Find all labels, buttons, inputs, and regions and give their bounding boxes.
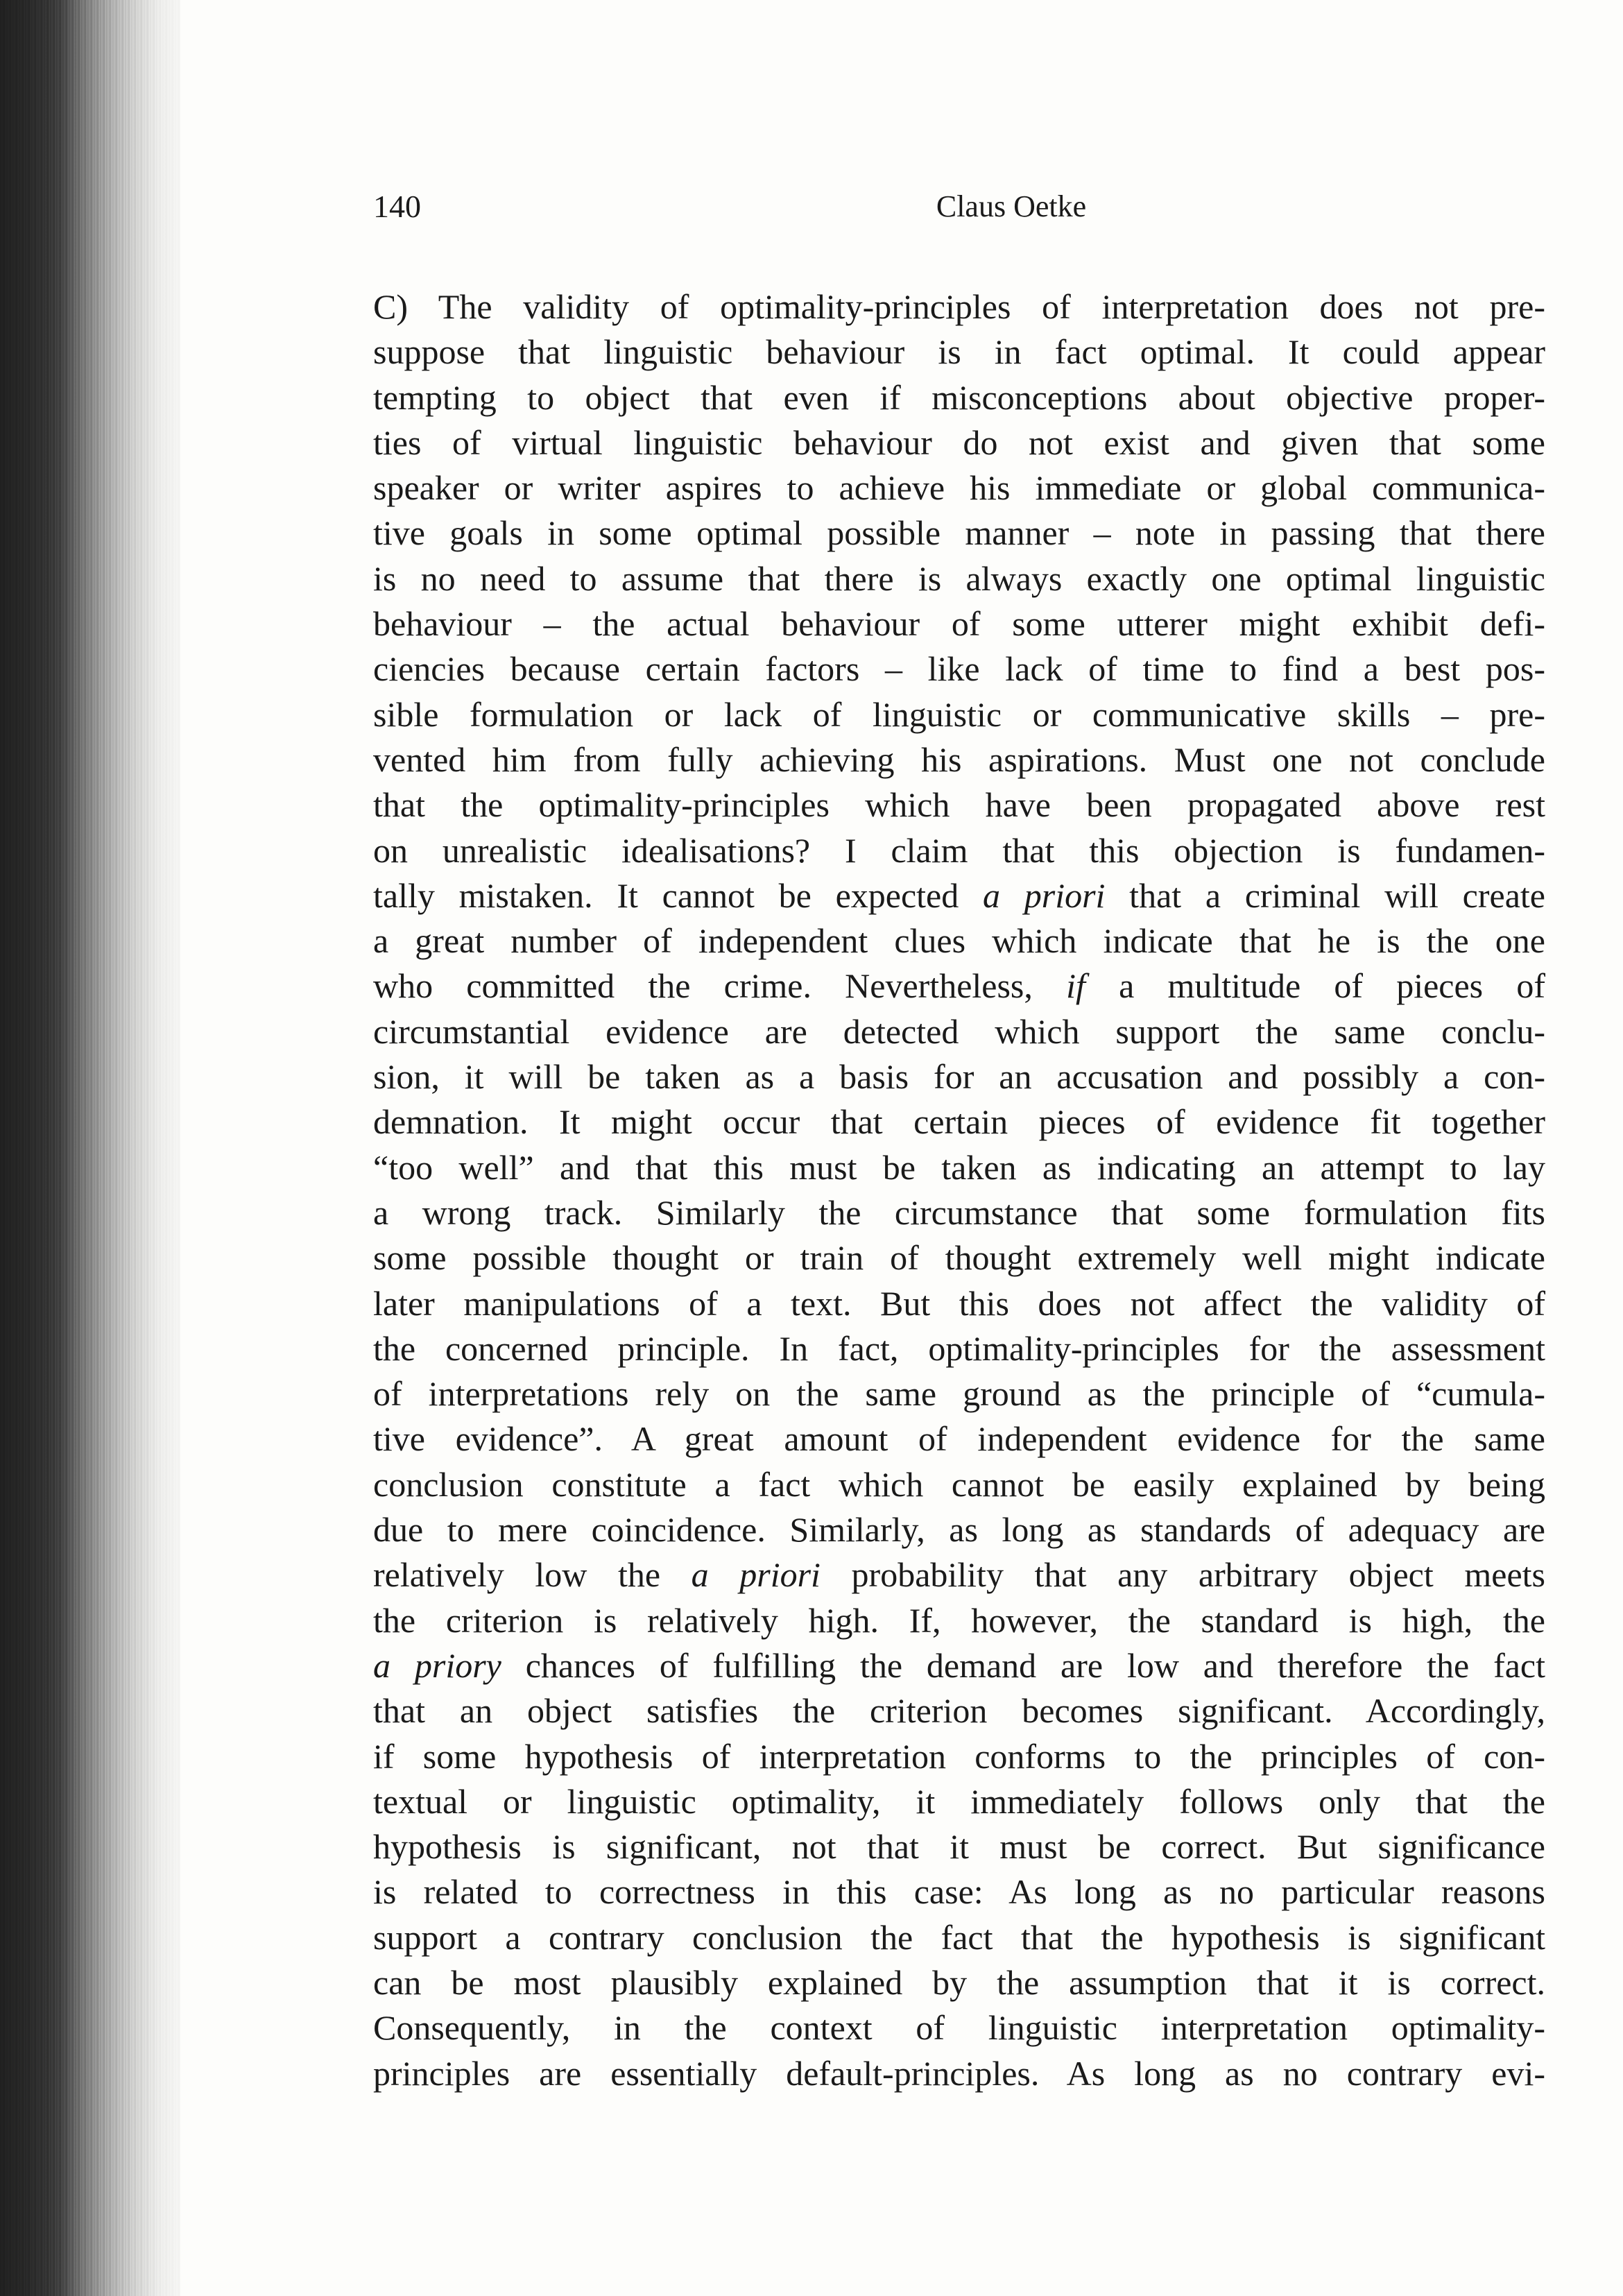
text-line: demnation. It might occur that certain pieces of evidence fit together	[373, 1102, 1545, 1142]
text-line: ties of virtual linguistic behaviour do not exist and given that some	[373, 422, 1545, 462]
text-line: principles are essentially default-principles. As long as no contrary evi-	[373, 2053, 1545, 2093]
text-line: sible formulation or lack of linguistic or communicative skills – pre-	[373, 694, 1545, 734]
text-line: Consequently, in the context of linguistic interpretation optimality-	[373, 2008, 1545, 2048]
text-line: the criterion is relatively high. If, however, the standard is high, the	[373, 1600, 1545, 1640]
text-line: circumstantial evidence are detected which support the same conclu-	[373, 1011, 1545, 1051]
running-head	[373, 186, 1545, 228]
text-line: speaker or writer aspires to achieve his immediate or global communica-	[373, 468, 1545, 508]
text-line: “too well” and that this must be taken as indicating an attempt to lay	[373, 1147, 1545, 1187]
text-line: on unrealistic idealisations? I claim that this objection is fundamen-	[373, 830, 1545, 870]
text-line: C) The validity of optimality-principles of interpretation does not pre-	[373, 287, 1545, 326]
text-line: that the optimality-principles which have been propagated above rest	[373, 785, 1545, 825]
text-line: sion, it will be taken as a basis for an accusation and possibly a con-	[373, 1057, 1545, 1097]
text-line: tally mistaken. It cannot be expected a priori that a criminal will create	[373, 875, 1545, 915]
text-line: tive goals in some optimal possible manner – note in passing that there	[373, 513, 1545, 553]
text-line: later manipulations of a text. But this does not affect the validity of	[373, 1283, 1545, 1323]
text-line: a great number of independent clues which indicate that he is the one	[373, 921, 1545, 961]
text-line: can be most plausibly explained by the assumption that it is correct.	[373, 1962, 1545, 2002]
italic-emphasis: a priory	[373, 1645, 501, 1685]
text-line: the concerned principle. In fact, optimality-principles for the assessment	[373, 1328, 1545, 1368]
text-line: that an object satisfies the criterion becomes significant. Accordingly,	[373, 1691, 1545, 1731]
text-line: some possible thought or train of thought extremely well might indicate	[373, 1238, 1545, 1278]
italic-emphasis: if	[1066, 966, 1085, 1006]
text-line: support a contrary conclusion the fact that the hypothesis is significant	[373, 1917, 1545, 1957]
text-line: is no need to assume that there is always exactly one optimal linguistic	[373, 558, 1545, 598]
text-line: tive evidence”. A great amount of independent evidence for the same	[373, 1419, 1545, 1459]
text-line: conclusion constitute a fact which cannot be easily explained by being	[373, 1464, 1545, 1504]
text-line: hypothesis is significant, not that it must be correct. But significance	[373, 1827, 1545, 1867]
text-line: is related to correctness in this case: As long as no particular reasons	[373, 1872, 1545, 1912]
text-line: textual or linguistic optimality, it immediately follows only that the	[373, 1781, 1545, 1821]
text-line: relatively low the a priori probability that any arbitrary object meets	[373, 1555, 1545, 1595]
text-line: of interpretations rely on the same ground as the principle of “cumula-	[373, 1374, 1545, 1414]
running-head-author: Claus Oetke	[936, 189, 1087, 223]
text-line: ciencies because certain factors – like lack of time to find a best pos-	[373, 649, 1545, 689]
text-line: tempting to object that even if misconceptions about objective proper-	[373, 377, 1545, 417]
text-line: a priory chances of fulfilling the demand are low and therefore the fact	[373, 1645, 1546, 1685]
text-line: vented him from fully achieving his aspirations. Must one not conclude	[373, 739, 1545, 779]
text-line: who committed the crime. Nevertheless, if a multitude of pieces of	[373, 966, 1545, 1006]
body-paragraph	[373, 284, 1545, 2096]
text-line: due to mere coincidence. Similarly, as long as standards of adequacy are	[373, 1510, 1545, 1550]
binding-fade	[62, 0, 201, 2296]
text-line: behaviour – the actual behaviour of some utterer might exhibit defi-	[373, 604, 1545, 644]
text-line: suppose that linguistic behaviour is in fact optimal. It could appear	[373, 332, 1545, 372]
italic-emphasis: a priori	[691, 1555, 821, 1595]
text-line: if some hypothesis of interpretation conforms to the principles of con-	[373, 1736, 1545, 1776]
italic-emphasis: a priori	[983, 875, 1106, 915]
page-number: 140	[373, 189, 421, 224]
text-line: a wrong track. Similarly the circumstance that some formulation fits	[373, 1192, 1545, 1232]
